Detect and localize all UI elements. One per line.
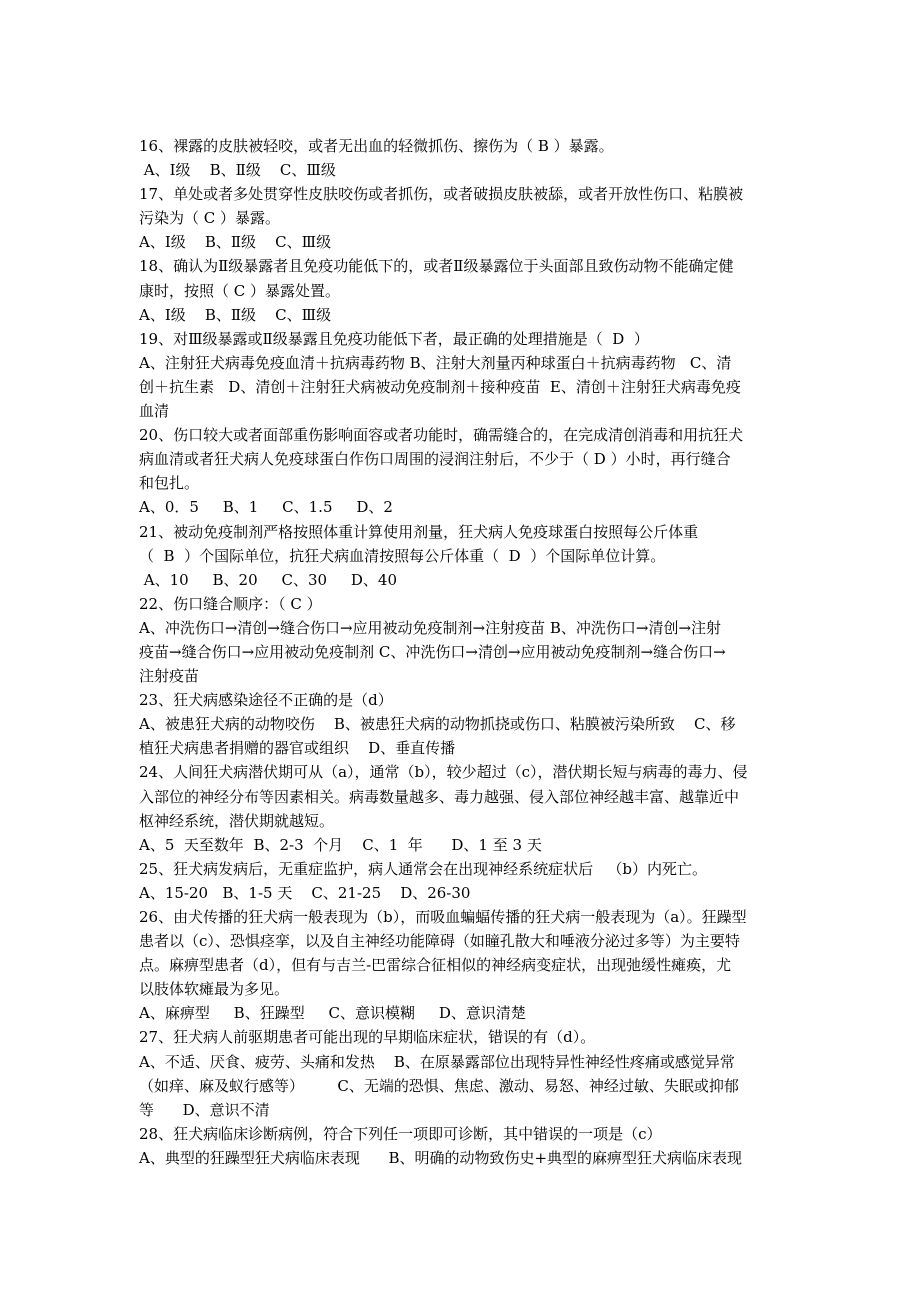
text-line: 26、由犬传播的狂犬病一般表现为（b），而吸血蝙蝠传播的狂犬病一般表现为（a）。狂躁型 [139,908,747,926]
text-line: 疫苗→缝合伤口→应用被动免疫制剂 C、冲洗伤口→清创→应用被动免疫制剂→缝合伤口→ [139,642,726,661]
text-line: 病血清或者狂犬病人免疫球蛋白作伤口周围的浸润注射后，不少于（ D ）小时，再行缝合 [139,450,731,469]
text-line: 以肢体软瘫最为多见。 [139,980,290,999]
text-line: 19、对Ⅲ级暴露或Ⅱ级暴露且免疫功能低下者，最正确的处理措施是（ D ） [139,329,649,348]
text-line: A、0．5 B、1 C、1.5 D、2 [139,498,393,517]
text-line: 等 D、意识不清 [139,1100,270,1119]
text-line: 枢神经系统，潜伏期就越短。 [139,811,335,830]
text-line: 17、单处或者多处贯穿性皮肤咬伤或者抓伤，或者破损皮肤被舔，或者开放性伤口、粘膜被 [139,185,744,204]
text-line: A、Ⅰ级 B、Ⅱ级 C、Ⅲ级 [139,233,332,252]
text-line: （如痒、麻及蚁行感等） C、无端的恐惧、焦虑、激动、易怒、神经过敏、失眠或抑郁 [139,1076,739,1095]
text-line: 20、伤口较大或者面部重伤影响面容或者功能时，确需缝合的，在完成清创消毒和用抗狂犬 [139,426,744,445]
text-line: A、5 天至数年 B、2-3 个月 C、1 年 D、1 至 3 天 [139,835,542,854]
text-line: 21、被动免疫制剂严格按照体重计算使用剂量，狂犬病人免疫球蛋白按照每公斤体重 [139,522,699,541]
text-line: 28、狂犬病临床诊断病例，符合下列任一项即可诊断，其中错误的一项是（c） [139,1124,662,1143]
text-line: 23、狂犬病感染途径不正确的是（d） [139,691,393,710]
text-line: A、注射狂犬病毒免疫血清＋抗病毒药物 B、注射大剂量丙种球蛋白＋抗病毒药物 C、清 [139,353,732,372]
text-line: A、被患狂犬病的动物咬伤 B、被患狂犬病的动物抓挠或伤口、粘膜被污染所致 C、移 [139,715,736,734]
text-line: 18、确认为Ⅱ级暴露者且免疫功能低下的，或者Ⅱ级暴露位于头面部且致伤动物不能确定健 [139,257,734,276]
text-line: 创＋抗生素 D、清创＋注射狂犬病被动免疫制剂＋接种疫苗 E、清创＋注射狂犬病毒免疫 [139,377,741,396]
text-line: 点。麻痹型患者（d），但有与吉兰-巴雷综合征相似的神经病变症状，出现弛缓性瘫痪，尤 [139,956,732,975]
text-line: A、10 B、20 C、30 D、40 [139,570,397,589]
text-line: 血清 [139,402,170,421]
text-line: A、Ⅰ级 B、Ⅱ级 C、Ⅲ级 [139,161,336,180]
text-line: 22、伤口缝合顺序：（ C ） [139,594,322,613]
text-line: 注射疫苗 [139,667,200,686]
text-line: A、Ⅰ级 B、Ⅱ级 C、Ⅲ级 [139,305,332,324]
text-line: （ B ）个国际单位，抗狂犬病血清按照每公斤体重（ D ）个国际单位计算。 [139,546,666,565]
text-line: 患者以（c）、恐惧痉挛，以及自主神经功能障碍（如瞳孔散大和唾液分泌过多等）为主要特 [139,932,740,951]
text-line: 25、狂犬病发病后，无重症监护，病人通常会在出现神经系统症状后 （b）内死亡。 [139,859,707,878]
text-line: 16、裸露的皮肤被轻咬，或者无出血的轻微抓伤、擦伤为（ B ）暴露。 [139,137,614,155]
text-line: A、冲洗伤口→清创→缝合伤口→应用被动免疫制剂→注射疫苗 B、冲洗伤口→清创→注射 [139,618,722,637]
text-line: A、典型的狂躁型狂犬病临床表现 B、明确的动物致伤史+典型的麻痹型狂犬病临床表现 [139,1148,743,1167]
text-line: 24、人间狂犬病潜伏期可从（a），通常（b），较少超过（c），潜伏期长短与病毒的毒力、侵 [139,763,748,782]
text-line: 27、狂犬病人前驱期患者可能出现的早期临床症状，错误的有（d）。 [139,1028,596,1047]
text-line: 污染为（ C ）暴露。 [139,209,281,228]
text-line: A、不适、厌食、疲劳、头痛和发热 B、在原暴露部位出现特异性神经性疼痛或感觉异常 [139,1052,735,1071]
text-line: A、15-20 B、1-5 天 C、21-25 D、26-30 [139,883,471,902]
text-line: 入部位的神经分布等因素相关。病毒数量越多、毒力越强、侵入部位神经越丰富、越靠近中 [139,787,740,806]
text-line: 植狂犬病患者捐赠的器官或组织 D、垂直传播 [139,739,456,758]
text-line: 康时，按照（ C ）暴露处置。 [139,281,341,300]
text-line: 和包扎。 [139,474,200,493]
text-line: A、麻痹型 B、狂躁型 C、意识模糊 D、意识清楚 [139,1004,526,1023]
document-body [139,134,784,1170]
